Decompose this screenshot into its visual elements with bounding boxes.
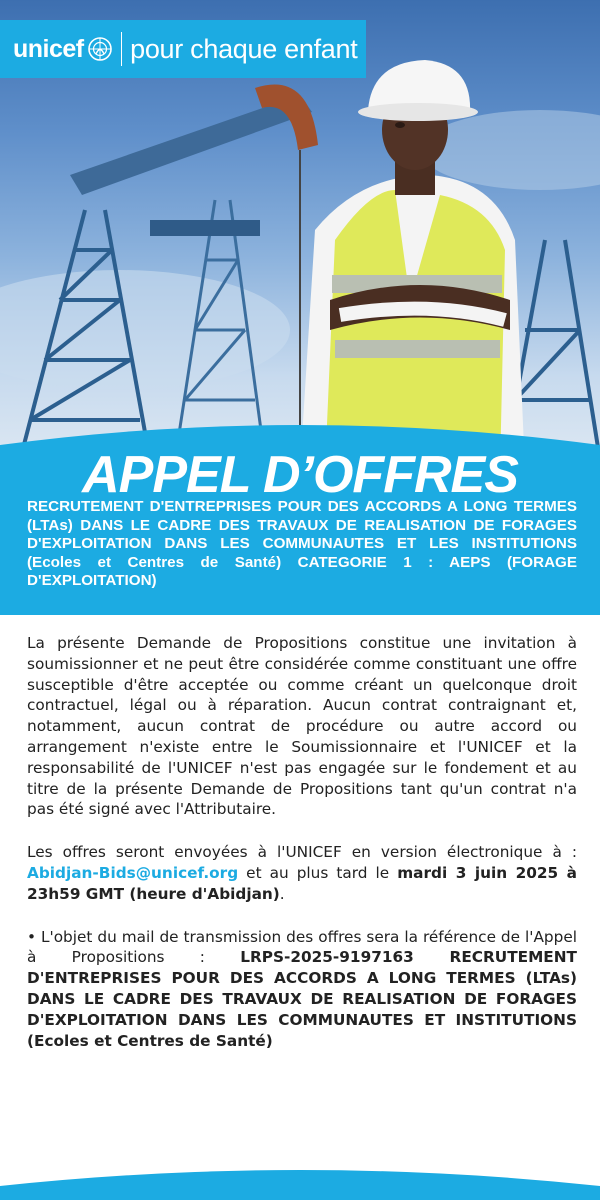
unicef-emblem-icon [87, 36, 113, 62]
unicef-logo-bar [0, 20, 366, 78]
logo-divider [121, 32, 123, 66]
tender-reference: LRPS-2025-9197163 RECRUTEMENT D'ENTREPRISES POUR DES ACCORDS A LONG TERMES (LTAs) DANS LE CADRE DES TRAVAUX DE REALISATION DE FORAGES D'EXPLOITATION DANS LES COMMUNAUTES ET INSTITUTIONS (Ecoles et Centres de Santé) [27, 948, 577, 1050]
submission-paragraph [27, 842, 577, 904]
subject-paragraph [27, 927, 577, 1052]
page-title: APPEL D’OFFRES [82, 446, 518, 504]
brand-name: unicef [13, 34, 84, 63]
submission-intro: Les offres seront envoyées à l'UNICEF en version électronique à : [27, 843, 577, 862]
page-subtitle: RECRUTEMENT D'ENTREPRISES POUR DES ACCORDS A LONG TERMES (LTAs) DANS LE CADRE DES TRAVAUX DE REALISATION DE FORAGES D'EXPLOITATION DANS LES COMMUNAUTES ET LES INSTITUTIONS (Ecoles et Centres de Santé) CATEGORIE 1 : AEPS (FORAGE D'EXPLOITATION) [27, 498, 577, 589]
title-band [0, 415, 600, 615]
brand-tagline: pour chaque enfant [130, 33, 358, 64]
submission-mid: et au plus tard le [238, 863, 398, 882]
disclaimer-paragraph: La présente Demande de Propositions constitue une invitation à soumissionner et ne peut être considérée comme constituant une offre susceptible d'être acceptée ou comme créant un quelconque droit contractuel, légal ou à réparation. Aucun contrat contraignant et, notamment, aucun contrat de procédure ou autre accord ou arrangement n'existe entre le Soumissionnaire et l'UNICEF et la responsabilité de l'UNICEF n'est pas engagée sur le fondement et au titre de la présente Demande de Propositions tant qu'un contrat n'a pas été signé avec l'Attributaire. [27, 634, 577, 819]
bottom-wave-decoration [0, 1160, 600, 1200]
submission-email-link[interactable]: Abidjan-Bids@unicef.org [27, 863, 239, 882]
submission-deadline: mardi 3 juin 2025 à 23h59 GMT (heure d'Abidjan) [27, 863, 577, 903]
notice-body [27, 633, 577, 1073]
submission-end: . [279, 884, 285, 903]
subject-intro: • L'objet du mail de transmission des offres sera la référence de l'Appel à Propositions : [27, 927, 577, 967]
